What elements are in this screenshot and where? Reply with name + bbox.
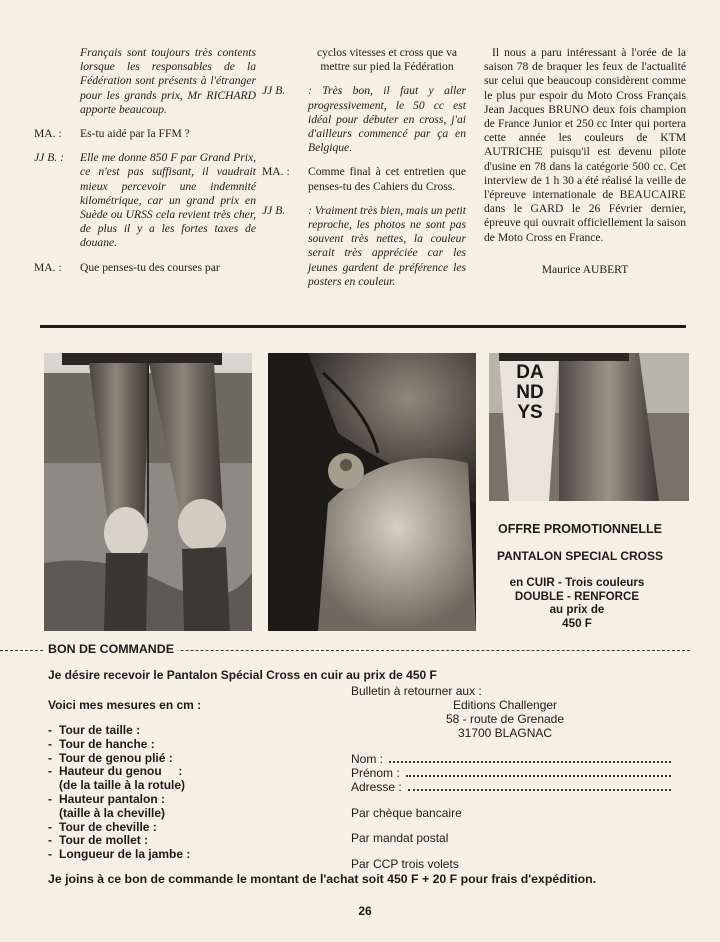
measure-item[interactable]: - Hauteur pantalon : (taille à la cheville) xyxy=(48,791,166,820)
speaker-label: MA. : xyxy=(34,260,62,274)
promo-price: 450 F xyxy=(562,616,592,630)
interview-column-2 xyxy=(262,46,466,299)
adresse-field[interactable]: Adresse : xyxy=(351,780,671,794)
interview-column-3 xyxy=(484,46,686,277)
page-number: 26 xyxy=(358,904,372,918)
measure-item[interactable]: - Tour de genou plié : xyxy=(48,750,173,765)
return-address xyxy=(430,698,580,740)
interview-column-1 xyxy=(34,46,256,285)
question-text: Comme final à cet entretien que penses-tu des Cahiers du Cross. xyxy=(308,165,466,193)
prenom-field[interactable]: Prénom : xyxy=(351,766,671,780)
measure-item[interactable]: - Tour de mollet : xyxy=(48,833,149,848)
promo-description xyxy=(492,576,662,630)
address-line: Editions Challenger xyxy=(452,698,558,712)
interview-intro-text: Français sont toujours très contents lorsque les responsables de la Fédération sont présents à l'étranger pour les grands prix, Mr RICHARD apporte beaucoup. xyxy=(80,46,256,116)
payment-cheque[interactable]: Par chèque bancaire xyxy=(351,806,462,820)
photo-pants-front xyxy=(44,353,252,631)
photo-dandys-pants xyxy=(489,353,689,501)
measure-item[interactable]: - Longueur de la jambe : xyxy=(48,847,191,862)
measure-item[interactable]: - Tour de cheville : xyxy=(48,819,157,834)
speaker-label: MA. : xyxy=(262,165,290,179)
payment-mandat[interactable]: Par mandat postal xyxy=(351,831,449,845)
question-cahiers xyxy=(262,165,466,193)
nom-field[interactable]: Nom : xyxy=(351,752,671,766)
answer-cahiers xyxy=(262,204,466,289)
order-footer: Je joins à ce bon de commande le montant de l'achat soit 450 F + 20 F pour frais d'expédition. xyxy=(48,872,597,886)
answer-text: : Vraiment très bien, mais un petit reproche, les photos ne sont pas souvent très nettes, la couleur serait très appréciée car les jeunes gardent de préférence les posters en couleur. xyxy=(308,203,466,288)
speaker-label: MA. : xyxy=(34,127,62,141)
payment-ccp[interactable]: Par CCP trois volets xyxy=(351,857,459,871)
measure-item[interactable]: - Hauteur du genou : (de la taille à la rotule) xyxy=(48,764,186,793)
question-ffm xyxy=(34,127,256,141)
measures-list xyxy=(48,724,190,862)
question-text: Es-tu aidé par la FFM ? xyxy=(80,127,190,141)
address-line: 58 - route de Grenade xyxy=(445,712,565,726)
promo-desc-line: au prix de xyxy=(549,603,605,616)
promo-desc-line: en CUIR - Trois couleurs xyxy=(509,576,645,589)
author-signature: Maurice AUBERT xyxy=(541,262,629,276)
photo-pants-closeup xyxy=(268,353,476,631)
address-line: 31700 BLAGNAC xyxy=(457,726,553,740)
answer-cyclos xyxy=(262,84,466,155)
question-text: Que penses-tu des courses par xyxy=(80,260,220,274)
promo-product: PANTALON SPECIAL CROSS xyxy=(496,549,663,563)
order-form-title: BON DE COMMANDE xyxy=(44,642,178,656)
section-divider xyxy=(40,325,686,328)
speaker-label: JJ B. xyxy=(262,203,286,217)
measures-label: Voici mes mesures en cm : xyxy=(48,698,202,712)
answer-text: Elle me donne 850 F par Grand Prix, ce n'est pas suffisant, il vaudrait mieux percevoir une indemnité kilométrique, car un grand prix en Suède ou URSS cela revient très cher, de plus il y a les fortes taxes de douane. xyxy=(80,151,256,250)
question-continuation: cyclos vitesses et cross que va mettre sur pied la Fédération xyxy=(316,46,458,74)
article-intro: Il nous a paru intéressant à l'orée de la saison 78 de braquer les feux de l'actualité sur celui que beaucoup considèrent comme le plus pur espoir du Moto Cross Français Jean Jacques BRUNO deux fois champion de France Junior et 250 cc Inter qui portera cette année les couleurs de KTM AUTRICHE puisqu'il est devenu pilote d'usine en 78 dans la catégorie 500 cc. Cet interview de 1 h 30 a été réalisé la veille de l'épreuve internationale de BEAUCAIRE dans le GARD le 26 Février dernier, épreuve qui ouvrait officiellement la saison de Moto Cross en France. xyxy=(484,46,686,244)
speaker-label: JJ B. xyxy=(262,84,286,98)
measure-item[interactable]: - Tour de taille : xyxy=(48,723,141,737)
promo-title: OFFRE PROMOTIONNELLE xyxy=(498,522,662,536)
order-headline: Je désire recevoir le Pantalon Spécial Cross en cuir au prix de 450 F xyxy=(48,668,437,682)
speaker-label: JJ B. : xyxy=(34,151,64,165)
question-courses xyxy=(34,261,256,275)
answer-ffm xyxy=(34,151,256,250)
measure-item[interactable]: - Tour de hanche : xyxy=(48,736,155,751)
dandys-brand-label: DANDYS xyxy=(516,362,544,423)
answer-text: : Très bon, il faut y aller progressivement, le 50 cc est idéal pour débuter en cross, j'ai d'ailleurs commencé par ça en Belgique. xyxy=(308,84,466,155)
promo-desc-line: DOUBLE - RENFORCE xyxy=(514,589,640,603)
return-label: Bulletin à retourner aux : xyxy=(351,684,482,698)
